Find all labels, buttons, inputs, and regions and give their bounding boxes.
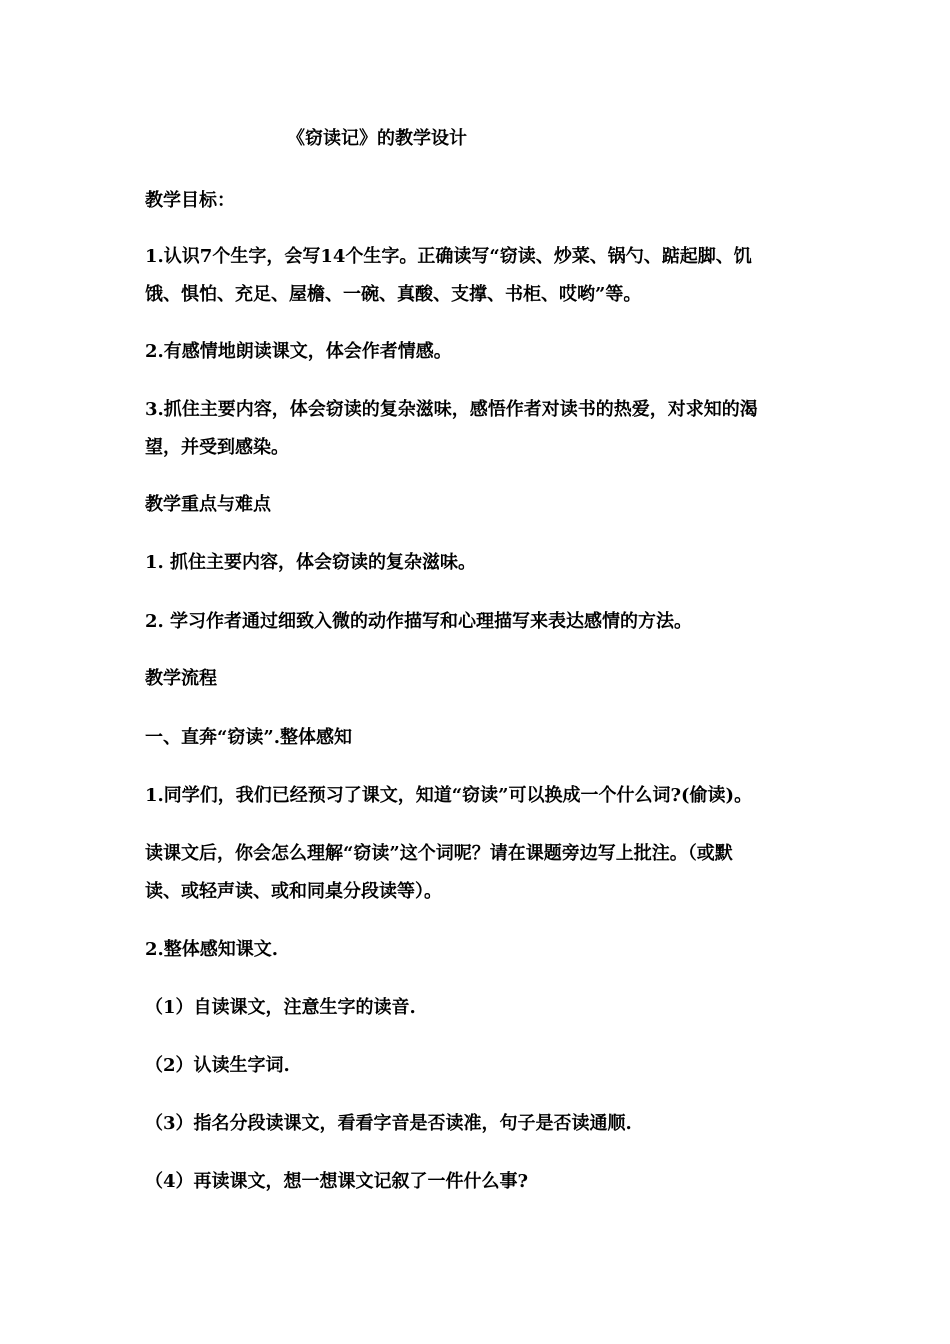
- step-1-line-3: 读、或轻声读、或和同桌分段读等）。: [145, 881, 442, 902]
- step-2-heading: 2.整体感知课文.: [145, 939, 279, 960]
- step-2-item-4: （4）再读课文，想一想课文记叙了一件什么事?: [145, 1171, 529, 1192]
- goal-3-line-1: 3.抓住主要内容，体会窃读的复杂滋味，感悟作者对读书的热爱，对求知的渴: [145, 399, 758, 420]
- step-2-item-3: （3）指名分段读课文，看看字音是否读准，句子是否读通顺.: [145, 1113, 632, 1134]
- heading-teaching-process: 教学流程: [145, 668, 217, 689]
- goal-3-line-2: 望，并受到感染。: [145, 437, 289, 458]
- heading-teaching-goals: 教学目标：: [145, 190, 235, 211]
- step-2-item-2: （2）认读生字词.: [145, 1055, 290, 1076]
- section-1-heading: 一、直奔“窃读”.整体感知: [145, 727, 352, 748]
- step-1-line-2: 读课文后，你会怎么理解“窃读”这个词呢？请在课题旁边写上批注。（或默: [145, 843, 733, 864]
- goal-1-line-2: 饿、惧怕、充足、屋檐、一碗、真酸、支撑、书柜、哎哟”等。: [145, 284, 642, 305]
- step-1-line-1: 1.同学们，我们已经预习了课文，知道“窃读”可以换成一个什么词?(偷读)。: [145, 785, 753, 806]
- document-title: 《窃读记》的教学设计: [287, 128, 467, 149]
- heading-key-points: 教学重点与难点: [145, 494, 271, 515]
- key-point-2: 2. 学习作者通过细致入微的动作描写和心理描写来表达感情的方法。: [145, 611, 693, 632]
- step-2-item-1: （1）自读课文，注意生字的读音.: [145, 997, 416, 1018]
- goal-1-line-1: 1.认识7个生字，会写14个生字。正确读写“窃读、炒菜、锅勺、踮起脚、饥: [145, 246, 752, 267]
- key-point-1: 1. 抓住主要内容，体会窃读的复杂滋味。: [145, 552, 477, 573]
- goal-2: 2.有感情地朗读课文，体会作者情感。: [145, 341, 452, 362]
